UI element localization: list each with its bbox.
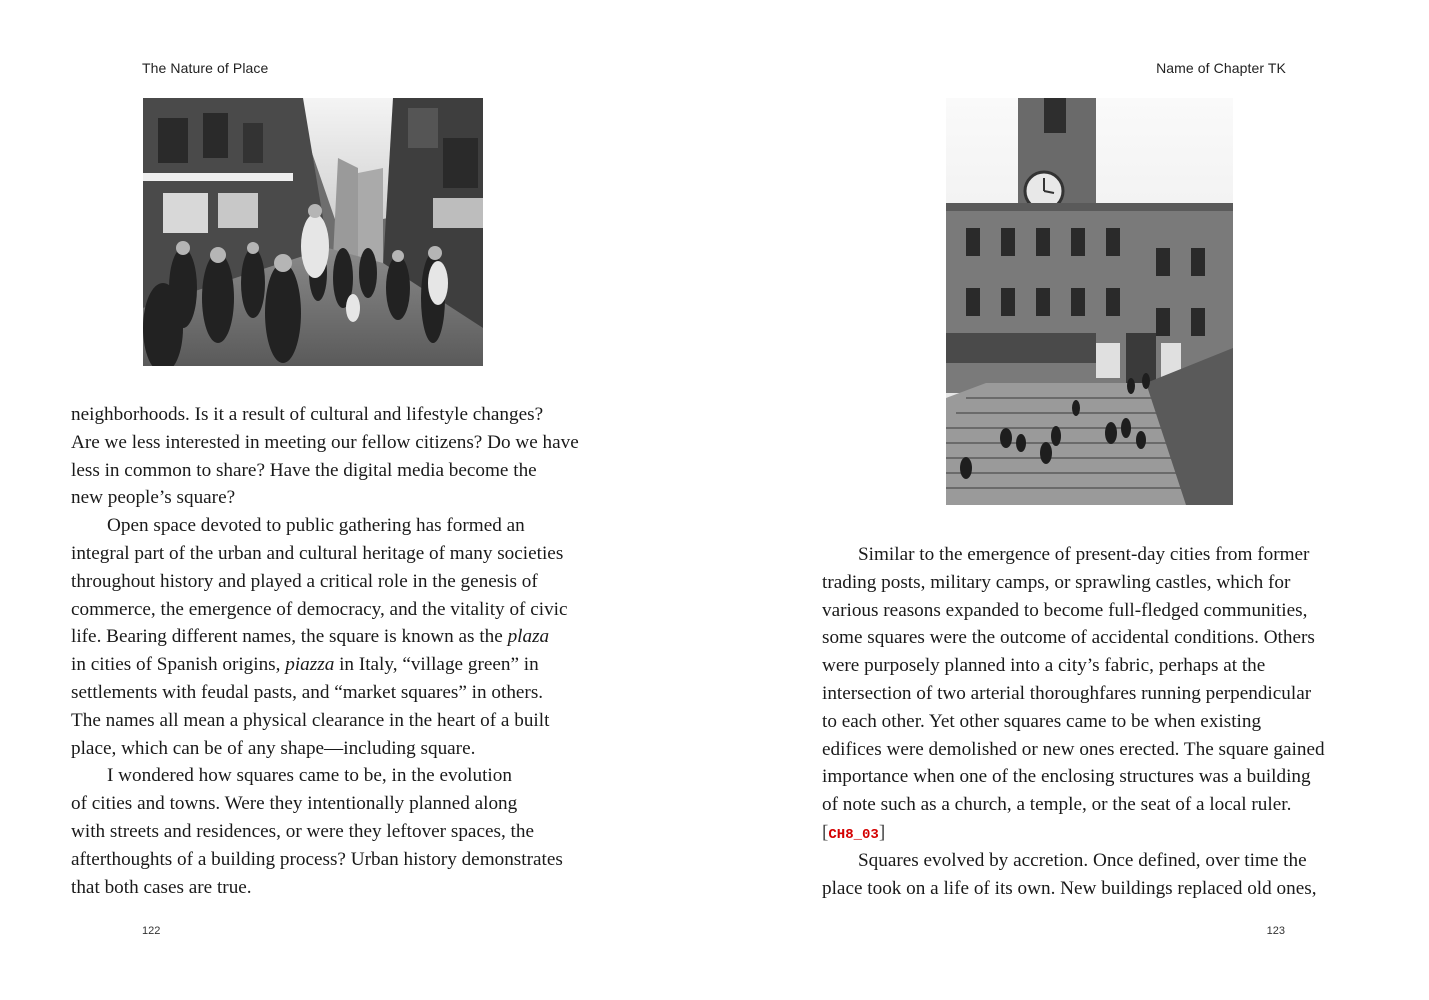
text-line: were purposely planned into a city’s fabric, perhaps at the [822,655,1266,677]
text-line: afterthoughts of a building process? Urban history demonstrates [71,848,563,870]
text-line: to each other. Yet other squares came to be when existing [822,710,1262,732]
italic-term-plaza: plaza [507,626,550,648]
text-line: Open space devoted to public gathering has formed an [107,515,525,537]
figure-tag-line [822,819,1382,847]
text-line: Similar to the emergence of present-day cities from former [858,544,1310,565]
text-line: intersection of two arterial thoroughfares running perpendicular [822,682,1312,704]
text-line: I wondered how squares came to be, in the evolution [107,765,512,787]
street-crowd-photo [143,98,483,366]
text-line: some squares were the outcome of accidental conditions. Others [822,627,1315,649]
right-body-text [822,541,1382,902]
text-run: life. Bearing different names, the square is known as the [71,626,508,648]
text-run: in Italy, “village green” in [334,654,539,676]
text-line: new people’s square? [71,487,236,509]
text-line: less in common to share? Have the digital media become the [71,459,537,481]
running-head-right: Name of Chapter TK [1156,60,1286,76]
text-line: trading posts, military camps, or sprawling castles, which for [822,571,1291,593]
text-line [71,651,631,679]
text-line: edifices were demolished or new ones erected. The square gained [822,738,1325,760]
page-number-left: 122 [142,925,161,937]
text-line: settlements with feudal pasts, and “market squares” in others. [71,681,544,703]
clock-tower-photo [946,98,1233,505]
text-line: Are we less interested in meeting our fellow citizens? Do we have [71,431,579,453]
text-line [71,623,631,651]
tag-bracket-close: ] [878,821,886,843]
tag-bracket-open: [ [822,821,829,843]
text-line: Squares evolved by accretion. Once defined, over time the [858,849,1307,871]
text-line: throughout history and played a critical role in the genesis of [71,570,538,592]
text-run: in cities of Spanish origins, [71,654,286,676]
text-line: that both cases are true. [71,876,252,898]
text-line: The names all mean a physical clearance in the heart of a built [71,709,550,731]
text-line: of cities and towns. Were they intentionally planned along [71,793,518,815]
text-line: place, which can be of any shape—including square. [71,737,476,759]
clock-tower-illustration [946,98,1233,505]
right-page [714,0,1428,1000]
text-line: various reasons expanded to become full-fledged communities, [822,599,1308,621]
left-body-text [71,401,631,901]
left-page [0,0,714,1000]
italic-term-piazza: piazza [285,654,335,676]
text-line: importance when one of the enclosing structures was a building [822,766,1311,788]
street-crowd-illustration [143,98,483,366]
text-line: of note such as a church, a temple, or the seat of a local ruler. [822,794,1292,816]
text-line: place took on a life of its own. New buildings replaced old ones, [822,877,1317,899]
text-line: integral part of the urban and cultural heritage of many societies [71,542,564,564]
text-line: neighborhoods. Is it a result of cultural and lifestyle changes? [71,404,544,425]
text-line: with streets and residences, or were they leftover spaces, the [71,820,534,842]
page-number-right: 123 [1266,925,1285,937]
running-head-left: The Nature of Place [142,60,269,76]
text-line: commerce, the emergence of democracy, and the vitality of civic [71,598,568,620]
figure-placeholder-tag: CH8_03 [828,826,879,843]
